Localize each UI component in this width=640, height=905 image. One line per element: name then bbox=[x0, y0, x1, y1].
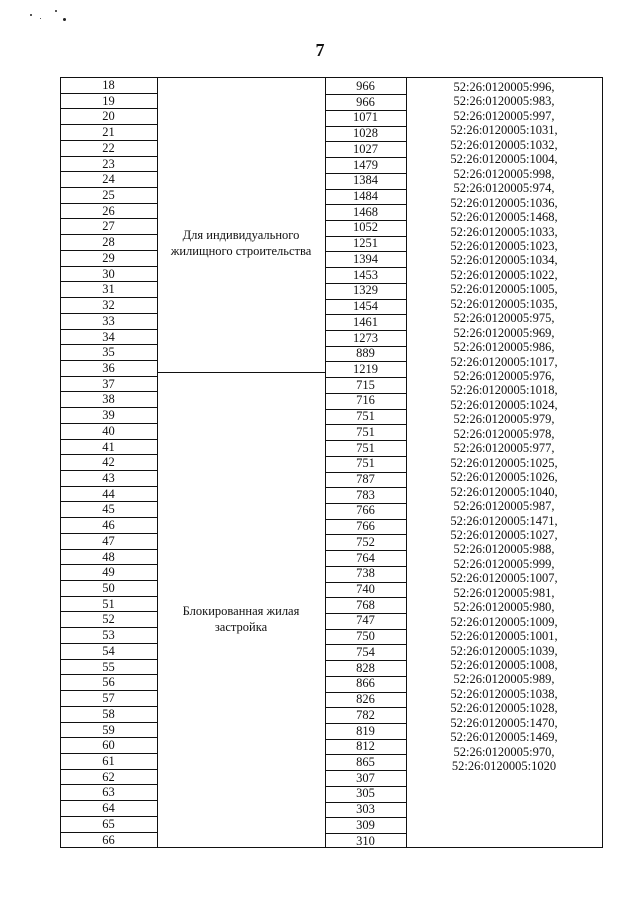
row-number-cell: 49 bbox=[102, 565, 115, 580]
area-cell: 766 bbox=[356, 503, 375, 518]
row-divider bbox=[325, 251, 406, 252]
area-cell: 303 bbox=[356, 802, 375, 817]
row-divider bbox=[60, 706, 157, 707]
row-number-cell: 26 bbox=[102, 203, 115, 218]
cadastral-number: 52:26:0120005:970, bbox=[453, 744, 555, 759]
area-cell: 819 bbox=[356, 723, 375, 738]
row-divider bbox=[325, 236, 406, 237]
row-divider bbox=[60, 376, 157, 377]
row-number-cell: 56 bbox=[102, 675, 115, 690]
row-divider bbox=[60, 737, 157, 738]
cadastral-number: 52:26:0120005:1032, bbox=[450, 137, 558, 152]
cadastral-number: 52:26:0120005:1009, bbox=[450, 614, 558, 629]
row-divider bbox=[60, 360, 157, 361]
row-divider bbox=[60, 313, 157, 314]
scan-speck bbox=[63, 18, 66, 21]
area-cell: 1453 bbox=[353, 267, 378, 282]
cadastral-number: 52:26:0120005:1036, bbox=[450, 195, 558, 210]
row-divider bbox=[325, 582, 406, 583]
row-divider bbox=[60, 93, 157, 94]
row-divider bbox=[325, 833, 406, 834]
row-divider bbox=[60, 832, 157, 833]
row-divider bbox=[325, 393, 406, 394]
row-number-cell: 44 bbox=[102, 486, 115, 501]
row-number-cell: 38 bbox=[102, 392, 115, 407]
row-divider bbox=[60, 533, 157, 534]
row-number-cell: 65 bbox=[102, 816, 115, 831]
page-number: 7 bbox=[315, 40, 325, 60]
row-divider bbox=[60, 816, 157, 817]
row-divider bbox=[325, 707, 406, 708]
row-number-cell: 25 bbox=[102, 188, 115, 203]
row-divider bbox=[60, 140, 157, 141]
row-number-cell: 63 bbox=[102, 785, 115, 800]
row-divider bbox=[325, 566, 406, 567]
area-cell: 752 bbox=[356, 534, 375, 549]
row-divider bbox=[325, 346, 406, 347]
area-cell: 766 bbox=[356, 519, 375, 534]
group-label-line: Для индивидуального bbox=[182, 228, 300, 242]
table-border-number-col bbox=[157, 77, 158, 847]
row-divider bbox=[60, 156, 157, 157]
row-divider bbox=[60, 297, 157, 298]
cadastral-number: 52:26:0120005:986, bbox=[453, 340, 555, 355]
row-divider bbox=[60, 627, 157, 628]
area-cell: 1479 bbox=[353, 157, 378, 172]
scan-speck bbox=[55, 10, 57, 12]
row-number-cell: 40 bbox=[102, 423, 115, 438]
cadastral-number: 52:26:0120005:1022, bbox=[450, 267, 558, 282]
row-number-cell: 34 bbox=[102, 329, 115, 344]
cadastral-number: 52:26:0120005:976, bbox=[453, 369, 555, 383]
table-border-right bbox=[602, 77, 603, 847]
group-label-line: жилищного строительства bbox=[170, 244, 312, 258]
area-cell: 1454 bbox=[353, 299, 378, 314]
group-divider bbox=[157, 372, 325, 373]
cadastral-number: 52:26:0120005:1471, bbox=[450, 513, 558, 528]
row-number-cell: 30 bbox=[102, 266, 115, 281]
area-cell: 783 bbox=[356, 487, 375, 502]
cadastral-number: 52:26:0120005:979, bbox=[453, 412, 555, 427]
row-number-cell: 19 bbox=[102, 93, 115, 108]
row-number-cell: 46 bbox=[102, 518, 115, 533]
row-number-cell: 64 bbox=[102, 801, 115, 816]
area-cell: 310 bbox=[356, 833, 375, 848]
row-divider bbox=[60, 517, 157, 518]
row-divider bbox=[325, 141, 406, 142]
row-number-cell: 43 bbox=[102, 471, 115, 485]
area-cell: 865 bbox=[356, 754, 375, 769]
row-divider bbox=[325, 550, 406, 551]
cadastral-number: 52:26:0120005:1035, bbox=[450, 296, 558, 311]
area-cell: 305 bbox=[356, 786, 375, 801]
area-cell: 812 bbox=[356, 739, 375, 754]
cadastral-number: 52:26:0120005:1018, bbox=[450, 383, 558, 398]
area-cell: 751 bbox=[356, 440, 375, 455]
row-divider bbox=[325, 173, 406, 174]
row-divider bbox=[325, 126, 406, 127]
cadastral-number: 52:26:0120005:1028, bbox=[450, 701, 558, 716]
row-number-cell: 35 bbox=[102, 345, 115, 360]
row-divider bbox=[325, 189, 406, 190]
row-divider bbox=[60, 690, 157, 691]
row-divider bbox=[60, 674, 157, 675]
row-divider bbox=[60, 722, 157, 723]
cadastral-number: 52:26:0120005:1031, bbox=[450, 123, 558, 138]
row-number-cell: 27 bbox=[102, 219, 115, 234]
cadastral-number: 52:26:0120005:1023, bbox=[450, 238, 558, 253]
row-divider bbox=[60, 266, 157, 267]
row-number-cell: 66 bbox=[102, 832, 115, 847]
cadastral-number: 52:26:0120005:1040, bbox=[450, 484, 558, 499]
row-number-cell: 53 bbox=[102, 628, 115, 643]
row-divider bbox=[325, 283, 406, 284]
row-divider bbox=[325, 472, 406, 473]
row-divider bbox=[325, 629, 406, 630]
row-divider bbox=[325, 314, 406, 315]
area-cell: 747 bbox=[356, 613, 375, 628]
area-cell: 1384 bbox=[353, 173, 378, 188]
row-number-cell: 36 bbox=[102, 360, 115, 375]
row-number-cell: 57 bbox=[102, 691, 115, 706]
row-number-cell: 41 bbox=[102, 439, 115, 454]
row-divider bbox=[325, 817, 406, 818]
row-divider bbox=[325, 660, 406, 661]
row-divider bbox=[60, 171, 157, 172]
row-number-cell: 47 bbox=[102, 533, 115, 548]
row-divider bbox=[325, 330, 406, 331]
area-cell: 1329 bbox=[353, 283, 378, 298]
row-divider bbox=[325, 377, 406, 378]
land-use-group-blocked bbox=[158, 603, 324, 635]
cadastral-number: 52:26:0120005:1034, bbox=[450, 253, 558, 268]
cadastral-number: 52:26:0120005:977, bbox=[453, 441, 555, 456]
row-number-cell: 32 bbox=[102, 298, 115, 313]
land-use-group-residential bbox=[158, 227, 324, 259]
row-divider bbox=[325, 644, 406, 645]
area-cell: 309 bbox=[356, 817, 375, 832]
scan-speck bbox=[40, 18, 41, 19]
row-divider bbox=[60, 203, 157, 204]
row-divider bbox=[325, 692, 406, 693]
row-divider bbox=[60, 753, 157, 754]
area-cell: 1071 bbox=[353, 110, 378, 125]
row-divider bbox=[60, 470, 157, 471]
cadastral-number: 52:26:0120005:1005, bbox=[450, 282, 558, 297]
row-number-cell: 45 bbox=[102, 502, 115, 517]
row-number-cell: 39 bbox=[102, 408, 115, 423]
area-cell: 1461 bbox=[353, 314, 378, 329]
row-divider bbox=[60, 643, 157, 644]
row-number-cell: 28 bbox=[102, 235, 115, 250]
row-divider bbox=[325, 267, 406, 268]
area-cell: 764 bbox=[356, 550, 375, 565]
area-cell: 1394 bbox=[353, 251, 378, 266]
area-cell: 828 bbox=[356, 660, 375, 675]
row-number-cell: 52 bbox=[102, 612, 115, 627]
row-number-cell: 33 bbox=[102, 313, 115, 328]
row-divider bbox=[325, 613, 406, 614]
row-number-cell: 51 bbox=[102, 596, 115, 611]
cadastral-number: 52:26:0120005:969, bbox=[453, 325, 555, 340]
area-cell: 1468 bbox=[353, 204, 378, 219]
row-divider bbox=[325, 204, 406, 205]
row-number-cell: 62 bbox=[102, 769, 115, 784]
cadastral-number: 52:26:0120005:1025, bbox=[450, 455, 558, 470]
row-divider bbox=[60, 329, 157, 330]
area-cell: 716 bbox=[356, 393, 375, 408]
cadastral-number: 52:26:0120005:1020 bbox=[451, 759, 557, 774]
cadastral-number: 52:26:0120005:1468, bbox=[450, 210, 558, 225]
group-label-line: застройка bbox=[214, 620, 268, 634]
area-cell: 751 bbox=[356, 409, 375, 424]
cadastral-number: 52:26:0120005:997, bbox=[453, 108, 555, 123]
row-divider bbox=[325, 424, 406, 425]
area-cell: 754 bbox=[356, 644, 375, 659]
row-divider bbox=[325, 676, 406, 677]
row-divider bbox=[60, 234, 157, 235]
row-divider bbox=[60, 391, 157, 392]
row-number-cell: 54 bbox=[102, 643, 115, 658]
row-divider bbox=[60, 784, 157, 785]
area-cell: 1219 bbox=[353, 361, 378, 376]
area-cell: 751 bbox=[356, 424, 375, 439]
row-divider bbox=[60, 596, 157, 597]
row-divider bbox=[60, 218, 157, 219]
row-divider bbox=[325, 456, 406, 457]
row-divider bbox=[325, 503, 406, 504]
cadastral-number: 52:26:0120005:1007, bbox=[450, 571, 558, 586]
area-cell: 1251 bbox=[353, 236, 378, 251]
row-number-cell: 50 bbox=[102, 581, 115, 596]
area-cell: 750 bbox=[356, 629, 375, 644]
cadastral-number: 52:26:0120005:988, bbox=[453, 542, 555, 557]
cadastral-number: 52:26:0120005:978, bbox=[453, 426, 555, 441]
row-number-cell: 61 bbox=[102, 753, 115, 768]
cadastral-number: 52:26:0120005:1001, bbox=[450, 629, 558, 644]
cadastral-number: 52:26:0120005:987, bbox=[453, 499, 555, 514]
area-cell: 782 bbox=[356, 707, 375, 722]
row-number-cell: 31 bbox=[102, 282, 115, 297]
row-divider bbox=[60, 423, 157, 424]
row-number-cell: 20 bbox=[102, 109, 115, 124]
cadastral-number: 52:26:0120005:1038, bbox=[450, 686, 558, 701]
row-divider bbox=[60, 250, 157, 251]
cadastral-number: 52:26:0120005:983, bbox=[453, 94, 555, 109]
cadastral-number: 52:26:0120005:1470, bbox=[450, 715, 558, 730]
area-cell: 889 bbox=[356, 346, 375, 361]
area-cell: 966 bbox=[356, 79, 375, 93]
area-cell: 738 bbox=[356, 566, 375, 581]
cadastral-number: 52:26:0120005:1469, bbox=[450, 730, 558, 745]
cadastral-number: 52:26:0120005:1024, bbox=[450, 397, 558, 412]
cadastral-number: 52:26:0120005:996, bbox=[453, 80, 555, 94]
row-divider bbox=[325, 770, 406, 771]
cadastral-number: 52:26:0120005:981, bbox=[453, 585, 555, 600]
row-divider bbox=[325, 739, 406, 740]
area-cell: 715 bbox=[356, 377, 375, 392]
row-divider bbox=[60, 281, 157, 282]
area-cell: 966 bbox=[356, 94, 375, 109]
cadastral-number: 52:26:0120005:974, bbox=[453, 181, 555, 196]
row-number-cell: 23 bbox=[102, 156, 115, 171]
group-label-line: Блокированная жилая bbox=[182, 604, 300, 618]
row-divider bbox=[60, 564, 157, 565]
row-divider bbox=[325, 157, 406, 158]
row-divider bbox=[60, 501, 157, 502]
row-divider bbox=[60, 187, 157, 188]
row-divider bbox=[325, 110, 406, 111]
area-cell: 1484 bbox=[353, 189, 378, 204]
row-number-cell: 37 bbox=[102, 376, 115, 391]
cadastral-number: 52:26:0120005:1004, bbox=[450, 152, 558, 167]
row-number-cell: 21 bbox=[102, 125, 115, 140]
row-number-cell: 22 bbox=[102, 140, 115, 155]
cadastral-number: 52:26:0120005:1026, bbox=[450, 470, 558, 485]
row-number-cell: 48 bbox=[102, 549, 115, 564]
area-cell: 768 bbox=[356, 597, 375, 612]
row-divider bbox=[325, 94, 406, 95]
row-divider bbox=[60, 769, 157, 770]
area-cell: 866 bbox=[356, 676, 375, 691]
row-number-cell: 60 bbox=[102, 738, 115, 753]
row-divider bbox=[325, 534, 406, 535]
row-divider bbox=[60, 611, 157, 612]
cadastral-number: 52:26:0120005:975, bbox=[453, 311, 555, 326]
row-number-cell: 55 bbox=[102, 659, 115, 674]
row-divider bbox=[60, 108, 157, 109]
row-number-cell: 18 bbox=[102, 78, 115, 92]
cadastral-number: 52:26:0120005:1017, bbox=[450, 354, 558, 369]
cadastral-number: 52:26:0120005:998, bbox=[453, 166, 555, 181]
row-divider bbox=[60, 407, 157, 408]
area-cell: 787 bbox=[356, 472, 375, 486]
area-cell: 751 bbox=[356, 456, 375, 471]
row-divider bbox=[60, 454, 157, 455]
row-number-cell: 59 bbox=[102, 722, 115, 737]
row-number-cell: 42 bbox=[102, 455, 115, 470]
area-cell: 826 bbox=[356, 692, 375, 707]
area-cell: 1028 bbox=[353, 126, 378, 141]
row-divider bbox=[325, 723, 406, 724]
row-divider bbox=[60, 580, 157, 581]
row-divider bbox=[325, 487, 406, 488]
row-divider bbox=[325, 519, 406, 520]
cadastral-number: 52:26:0120005:1039, bbox=[450, 643, 558, 658]
row-number-cell: 29 bbox=[102, 250, 115, 265]
cadastral-number: 52:26:0120005:980, bbox=[453, 600, 555, 615]
row-divider bbox=[60, 800, 157, 801]
area-cell: 740 bbox=[356, 582, 375, 597]
row-divider bbox=[60, 549, 157, 550]
area-cell: 1052 bbox=[353, 220, 378, 235]
cadastral-number: 52:26:0120005:1033, bbox=[450, 224, 558, 239]
row-divider bbox=[325, 409, 406, 410]
scan-speck bbox=[30, 14, 32, 16]
row-divider bbox=[325, 299, 406, 300]
cadastral-number: 52:26:0120005:989, bbox=[453, 672, 555, 687]
row-divider bbox=[325, 597, 406, 598]
area-cell: 1027 bbox=[353, 141, 378, 156]
row-divider bbox=[60, 344, 157, 345]
row-divider bbox=[325, 786, 406, 787]
row-divider bbox=[60, 124, 157, 125]
cadastral-number: 52:26:0120005:1027, bbox=[450, 527, 558, 542]
row-number-cell: 24 bbox=[102, 172, 115, 187]
row-divider bbox=[60, 659, 157, 660]
row-number-cell: 58 bbox=[102, 706, 115, 721]
cadastral-number: 52:26:0120005:1008, bbox=[450, 658, 558, 672]
row-divider bbox=[325, 754, 406, 755]
row-divider bbox=[60, 486, 157, 487]
cadastral-number: 52:26:0120005:999, bbox=[453, 556, 555, 571]
row-divider bbox=[60, 439, 157, 440]
area-cell: 1273 bbox=[353, 330, 378, 345]
row-divider bbox=[325, 220, 406, 221]
row-divider bbox=[325, 440, 406, 441]
row-divider bbox=[325, 802, 406, 803]
area-cell: 307 bbox=[356, 770, 375, 785]
row-divider bbox=[325, 361, 406, 362]
